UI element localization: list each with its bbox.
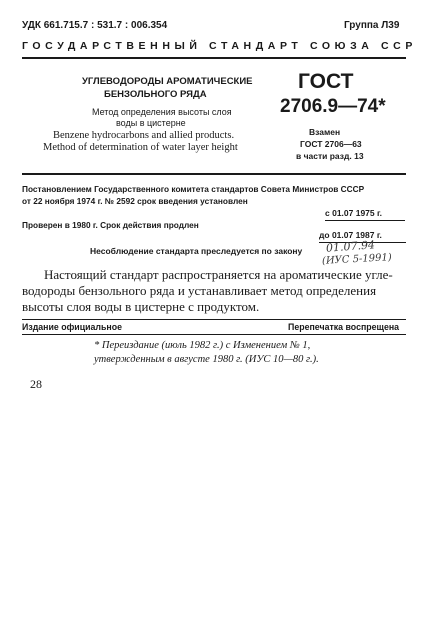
title-rule [22, 173, 406, 175]
replaces-label: Взамен [309, 127, 341, 137]
top-rule [22, 57, 406, 59]
reprint-forbidden: Перепечатка воспрещена [288, 322, 400, 332]
decree-line2: от 22 ноября 1974 г. № 2592 срок введения установлен [22, 196, 248, 206]
handwritten-note: (ИУС 5-1991) [321, 252, 393, 267]
body-para-line2: водороды бензольного ряда и устанавливает метод определения [22, 283, 377, 298]
page-number: 28 [30, 377, 42, 391]
gost-label: ГОСТ [298, 70, 354, 93]
title-en-line2: Method of determination of water layer height [43, 142, 238, 153]
replaces-doc: ГОСТ 2706—63 [300, 139, 362, 149]
method-line1: Метод определения высоты слоя [92, 107, 232, 117]
body-para-line1: Настоящий стандарт распространяется на ароматические угле- [44, 267, 393, 282]
replaces-part: в части разд. 13 [296, 151, 364, 161]
body-para-line3: высоты слоя воды в цистерне с продуктом. [22, 299, 260, 314]
date-from-underline [325, 220, 405, 221]
decree-line1: Постановлением Государственного комитета стандартов Совета Министров СССР [22, 184, 365, 194]
penalty-notice: Несоблюдение стандарта преследуется по закону [90, 246, 303, 256]
footer-rule [22, 319, 406, 320]
title-en-line1: Benzene hydrocarbons and allied products. [53, 130, 235, 141]
title-ru-line1: УГЛЕВОДОРОДЫ АРОМАТИЧЕСКИЕ [82, 76, 253, 87]
official-edition: Издание официальное [22, 322, 122, 332]
date-to: до 01.07 1987 г. [319, 230, 382, 240]
reissue-line2: утвержденным в августе 1980 г. (ИУС 10—80 г.). [94, 354, 319, 365]
footer-rule-2 [22, 334, 406, 335]
checked-extended: Проверен в 1980 г. Срок действия продлен [22, 220, 199, 230]
method-line2: воды в цистерне [116, 118, 186, 128]
state-standard-banner: ГОСУДАРСТВЕННЫЙ СТАНДАРТ СОЮЗА ССР [22, 40, 417, 52]
udk-code: УДК 661.715.7 : 531.7 : 006.354 [22, 20, 168, 31]
gost-number: 2706.9—74* [280, 96, 386, 117]
handwritten-date: 01.07.94 [325, 238, 376, 255]
title-ru-line2: БЕНЗОЛЬНОГО РЯДА [104, 89, 207, 100]
date-from: с 01.07 1975 г. [325, 208, 383, 218]
reissue-line1: * Переиздание (июль 1982 г.) с Изменением № 1, [94, 340, 311, 351]
group-code: Группа Л39 [344, 20, 400, 31]
